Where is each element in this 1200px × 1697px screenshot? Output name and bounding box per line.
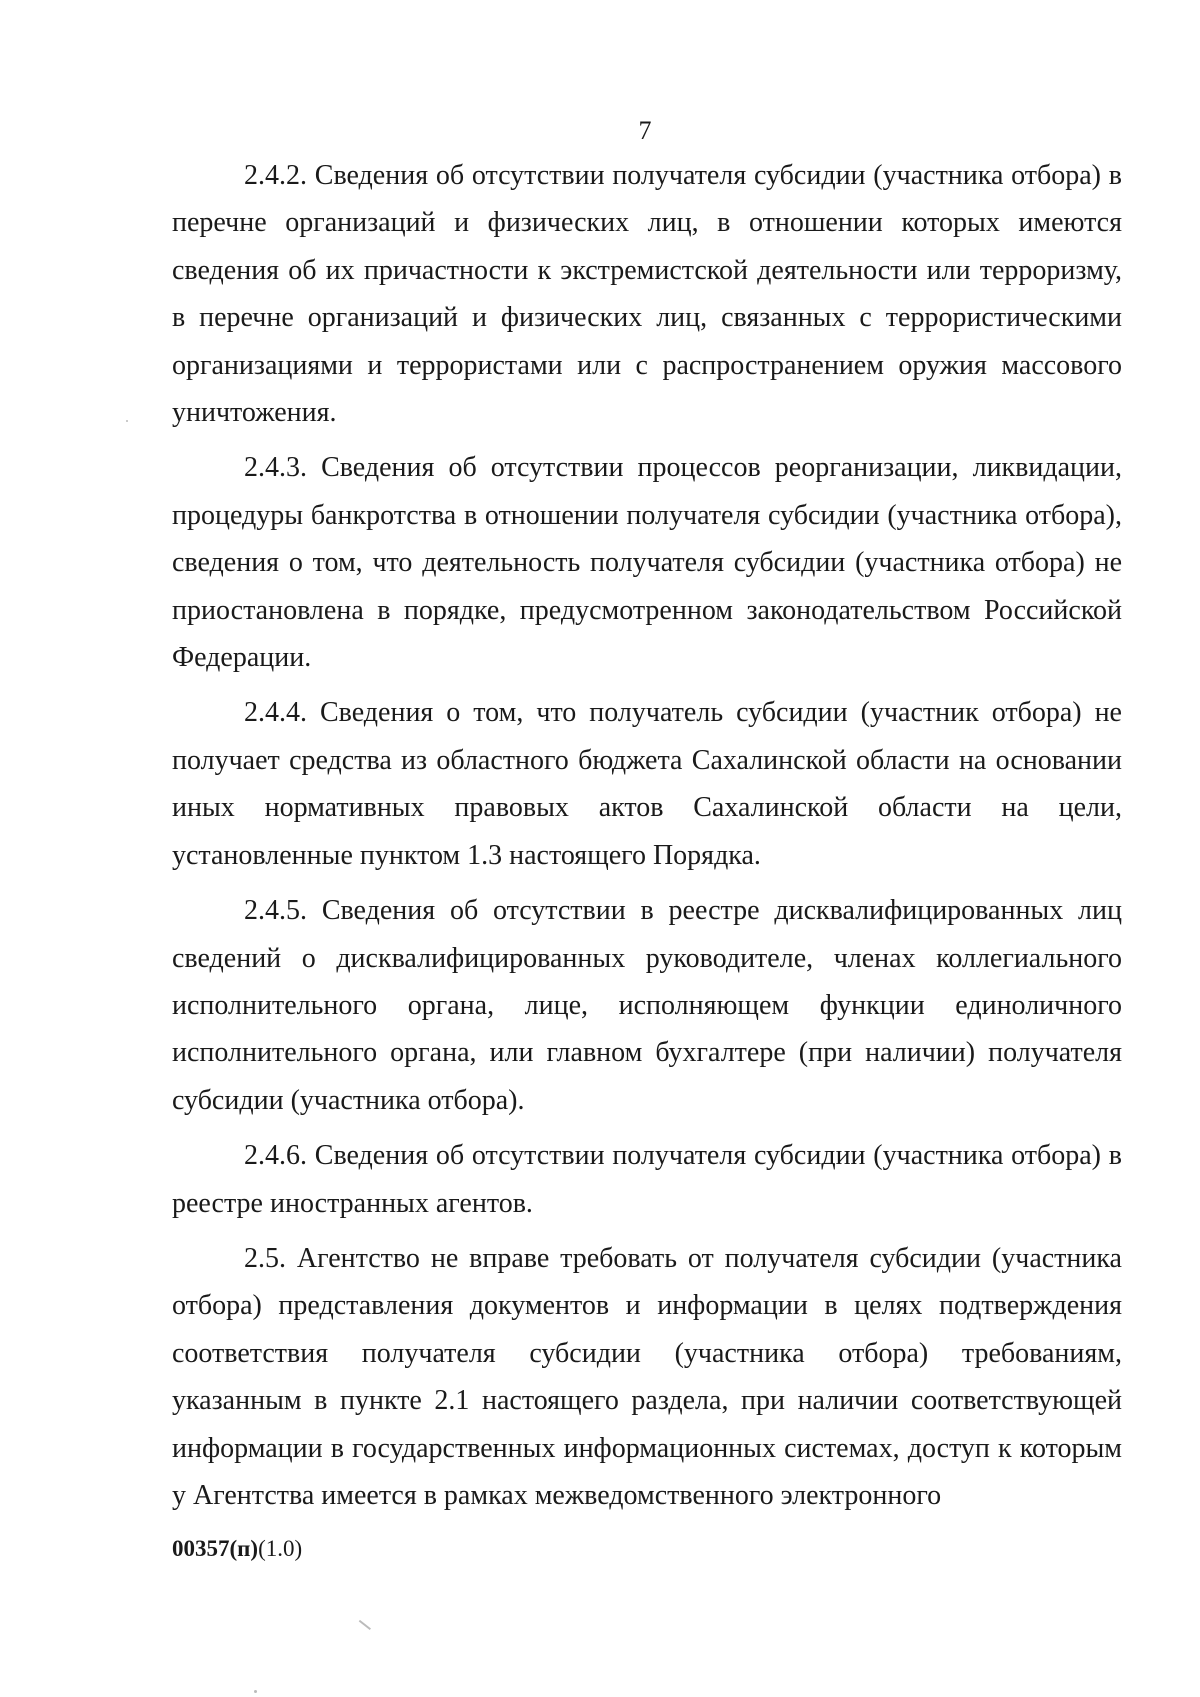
paragraph-2-4-5: 2.4.5. Сведения об отсутствии в реестре дисквалифицированных лиц сведений о дисквалифицированных руководителе, членах коллегиального исполнительного органа, лице, исполняющем функции единоличного исполнительного органа, или главном бухгалтере (при наличии) получателя субсидии (участника отбора).	[172, 895, 1122, 1116]
document-code	[172, 1535, 302, 1563]
paragraph-2-5: 2.5. Агентство не вправе требовать от получателя субсидии (участника отбора) представления документов и информации в целях подтверждения соответствия получателя субсидии (участника отбора) требованиям, указанным в пункте 2.1 настоящего раздела, при наличии соответствующей информации в государственных информационных системах, доступ к которым у Агентства имеется в рамках межведомственного электронного	[172, 1242, 1122, 1511]
page-number: 7	[638, 116, 652, 145]
document-body	[172, 152, 1122, 1527]
paragraph-2-4-4: 2.4.4. Сведения о том, что получатель субсидии (участник отбора) не получает средства из областного бюджета Сахалинской области на основании иных нормативных правовых актов Сахалинской области на цели, установленные пунктом 1.3 настоящего Порядка.	[172, 697, 1122, 871]
paragraph-2-4-6: 2.4.6. Сведения об отсутствии получателя субсидии (участника отбора) в реестре иностранных агентов.	[172, 1140, 1122, 1219]
scan-artifact	[359, 1620, 371, 1630]
document-code-version: (1.0)	[258, 1536, 303, 1561]
paragraph-2-4-3: 2.4.3. Сведения об отсутствии процессов реорганизации, ликвидации, процедуры банкротства в отношении получателя субсидии (участника отбора), сведения о том, что деятельность получателя субсидии (участника отбора) не приостановлена в порядке, предусмотренном законодательством Российской Федерации.	[172, 452, 1122, 674]
paragraph-2-4-2: 2.4.2. Сведения об отсутствии получателя субсидии (участника отбора) в перечне организаций и физических лиц, в отношении которых имеются сведения об их причастности к экстремистской деятельности или терроризму, в перечне организаций и физических лиц, связанных с террористическими организациями и террористами или с распространением оружия массового уничтожения.	[172, 160, 1122, 429]
scan-artifact	[126, 420, 128, 422]
document-code-number: 00357(п)	[172, 1536, 259, 1561]
scan-artifact	[254, 1690, 257, 1693]
